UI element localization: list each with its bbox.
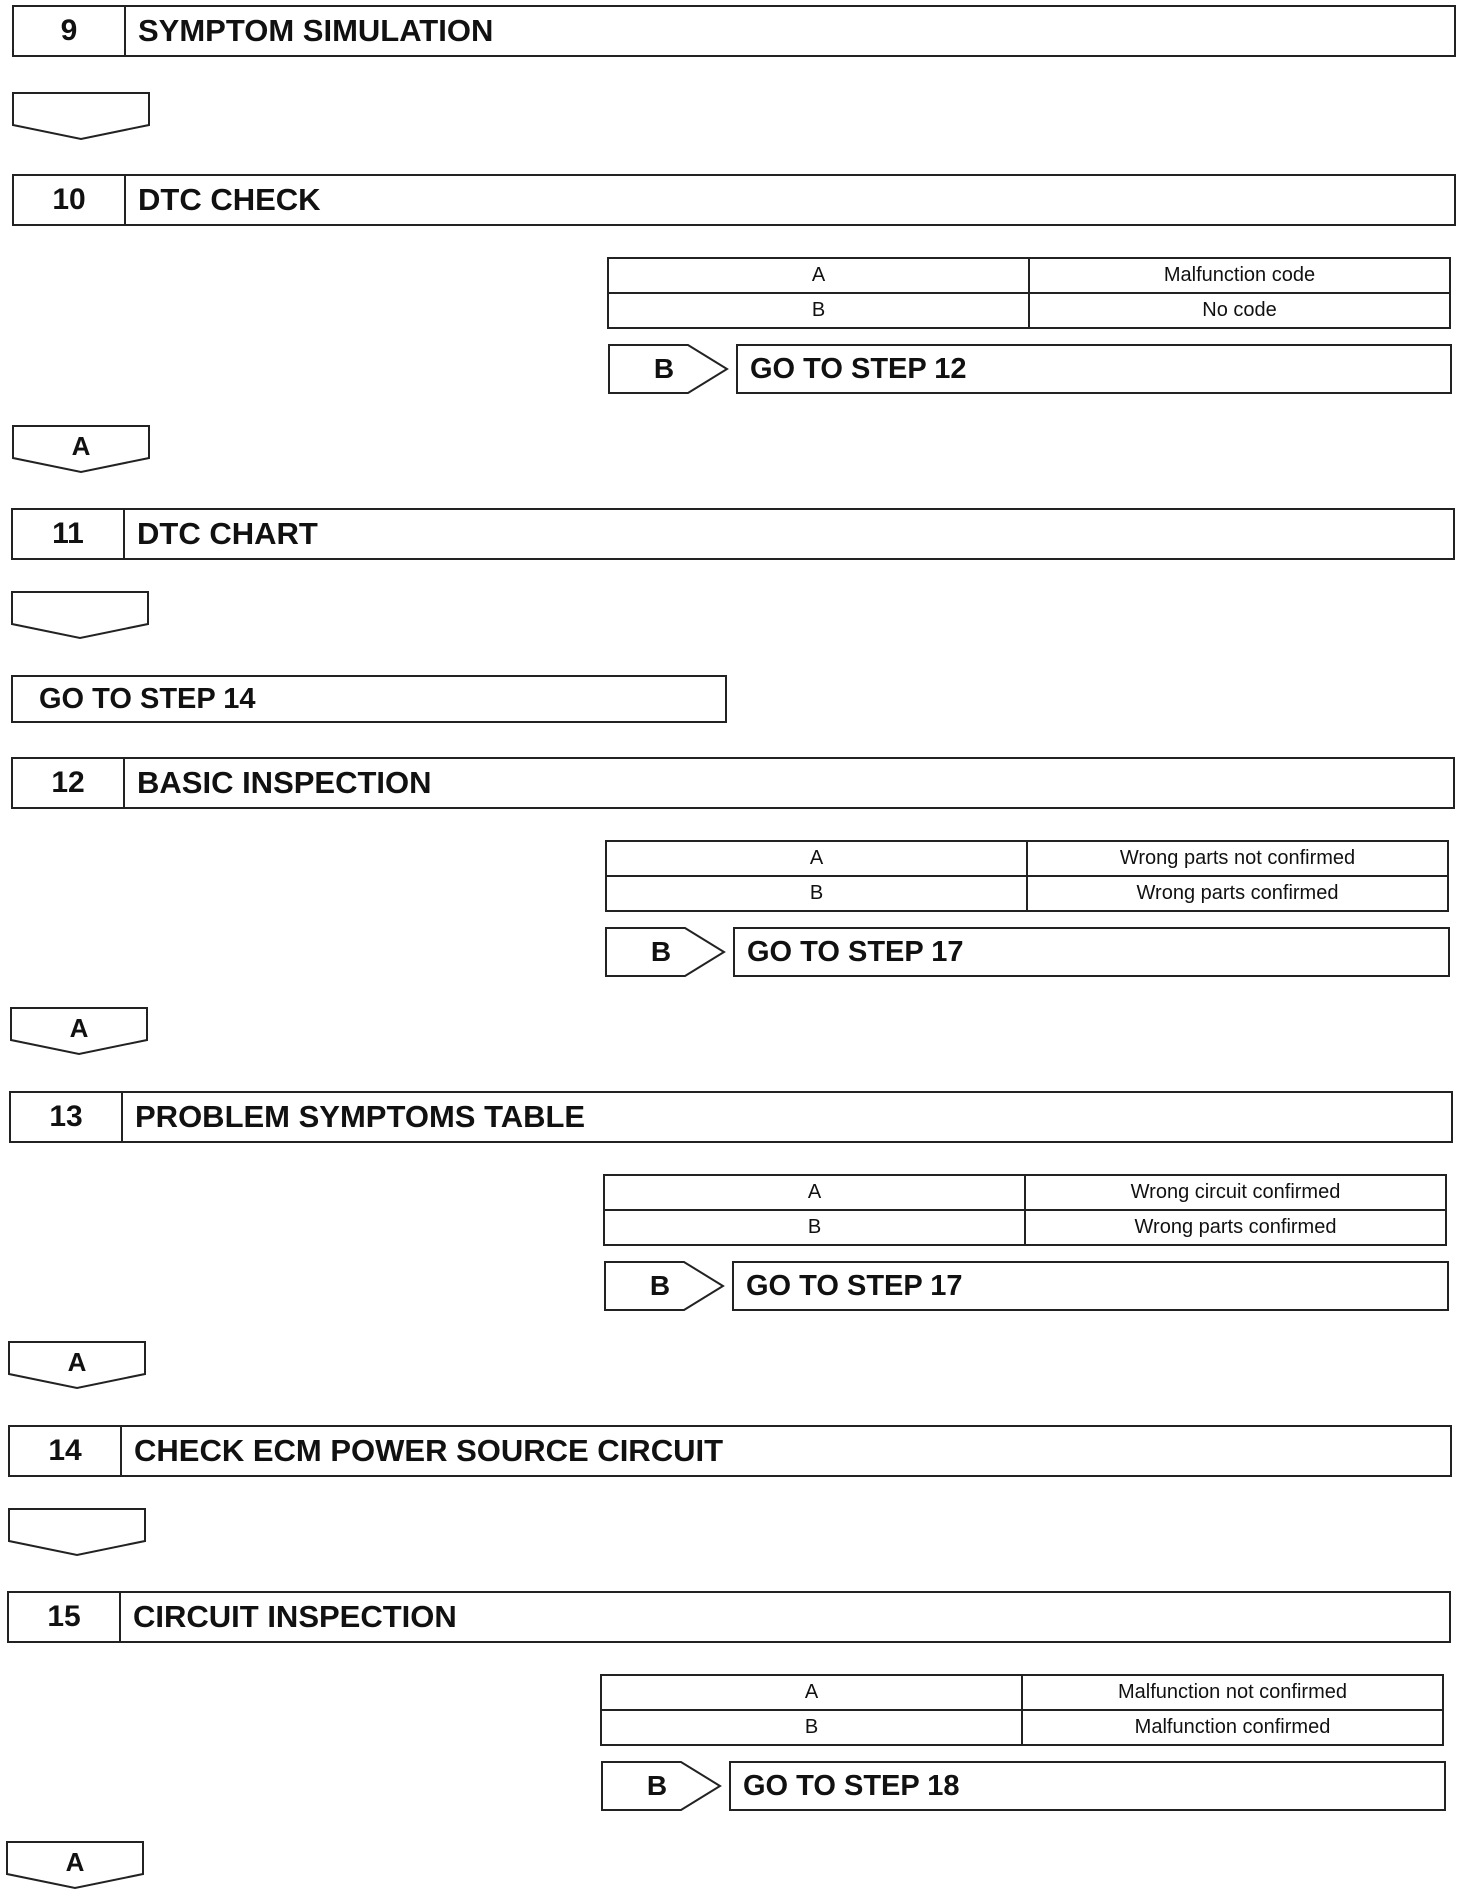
- step-title: DTC CHART: [137, 516, 318, 551]
- step-number: 14: [10, 1427, 122, 1475]
- step-title: CHECK ECM POWER SOURCE CIRCUIT: [134, 1433, 724, 1468]
- step-title: PROBLEM SYMPTOMS TABLE: [135, 1099, 586, 1134]
- step-number: 15: [9, 1593, 121, 1641]
- branch-label: B: [653, 353, 675, 384]
- flow-arrow: [12, 92, 150, 140]
- result-row-a: [604, 1175, 1446, 1210]
- flow-arrow-a: [8, 1341, 146, 1389]
- result-row-a: [608, 258, 1450, 293]
- result-code: A: [604, 1175, 1025, 1210]
- result-description: No code: [1029, 293, 1450, 328]
- result-code: B: [606, 876, 1027, 911]
- flow-label: A: [65, 1847, 85, 1877]
- branch-step-10: [608, 344, 1452, 394]
- step-10-header: [12, 174, 1456, 226]
- branch-label: B: [650, 936, 672, 967]
- result-description: Wrong parts confirmed: [1025, 1210, 1446, 1245]
- goto-step-link[interactable]: GO TO STEP 12: [736, 344, 1452, 394]
- result-code: A: [606, 841, 1027, 876]
- flow-label: A: [71, 431, 91, 461]
- step-13-header: [9, 1091, 1453, 1143]
- result-row-b: [604, 1210, 1446, 1245]
- result-row-b: [608, 293, 1450, 328]
- step-title: CIRCUIT INSPECTION: [133, 1599, 457, 1634]
- result-description: Wrong parts confirmed: [1027, 876, 1448, 911]
- step-title: DTC CHECK: [138, 182, 321, 217]
- result-code: B: [601, 1710, 1022, 1745]
- goto-step-link[interactable]: GO TO STEP 17: [732, 1261, 1449, 1311]
- result-table-step-13: [603, 1174, 1447, 1246]
- result-code: A: [608, 258, 1029, 293]
- result-row-a: [606, 841, 1448, 876]
- result-description: Malfunction confirmed: [1022, 1710, 1443, 1745]
- branch-step-12: [605, 927, 1450, 977]
- result-row-a: [601, 1675, 1443, 1710]
- flow-arrow-a: [12, 425, 150, 473]
- result-table-step-12: [605, 840, 1449, 912]
- step-number: 10: [14, 176, 126, 224]
- result-code: B: [604, 1210, 1025, 1245]
- result-table-step-15: [600, 1674, 1444, 1746]
- result-table-step-10: [607, 257, 1451, 329]
- flow-arrow-a: [10, 1007, 148, 1055]
- branch-step-13: [604, 1261, 1449, 1311]
- result-description: Wrong parts not confirmed: [1027, 841, 1448, 876]
- step-title: BASIC INSPECTION: [137, 765, 432, 800]
- step-12-header: [11, 757, 1455, 809]
- flow-arrow: [8, 1508, 146, 1556]
- goto-step-link[interactable]: GO TO STEP 18: [729, 1761, 1446, 1811]
- step-11-header: [11, 508, 1455, 560]
- step-number: 13: [11, 1093, 123, 1141]
- branch-label: B: [649, 1270, 671, 1301]
- result-row-b: [601, 1710, 1443, 1745]
- step-15-header: [7, 1591, 1451, 1643]
- result-description: Malfunction not confirmed: [1022, 1675, 1443, 1710]
- goto-step-link[interactable]: GO TO STEP 17: [733, 927, 1450, 977]
- goto-step-link[interactable]: GO TO STEP 14: [11, 675, 727, 723]
- step-14-header: [8, 1425, 1452, 1477]
- flow-arrow: [11, 591, 149, 639]
- step-9-header: [12, 5, 1456, 57]
- result-code: A: [601, 1675, 1022, 1710]
- step-number: 12: [13, 759, 125, 807]
- step-number: 9: [14, 7, 126, 55]
- flow-arrow-a: [6, 1841, 144, 1889]
- step-number: 11: [13, 510, 125, 558]
- result-description: Malfunction code: [1029, 258, 1450, 293]
- branch-step-15: [601, 1761, 1446, 1811]
- result-code: B: [608, 293, 1029, 328]
- result-row-b: [606, 876, 1448, 911]
- result-description: Wrong circuit confirmed: [1025, 1175, 1446, 1210]
- flow-label: A: [69, 1013, 89, 1043]
- branch-label: B: [646, 1770, 668, 1801]
- flow-label: A: [67, 1347, 87, 1377]
- step-title: SYMPTOM SIMULATION: [138, 13, 494, 48]
